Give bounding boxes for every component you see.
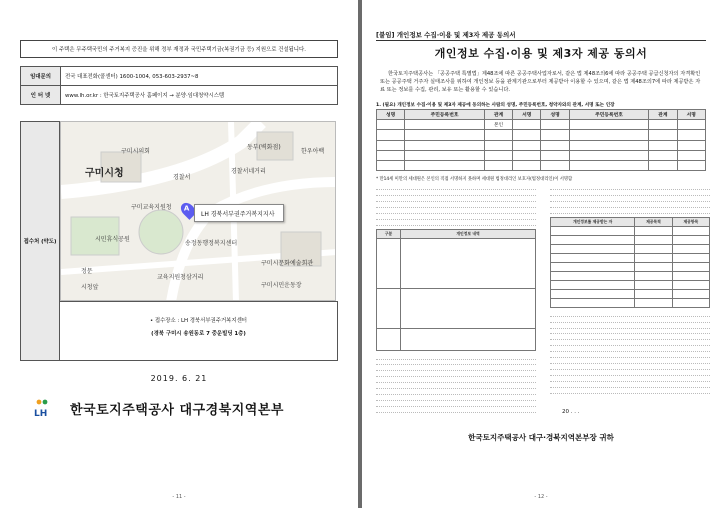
col-header: 개인정보를 제공받는 자 bbox=[551, 217, 635, 226]
map-label: 구미시민운동장 bbox=[261, 282, 302, 289]
map-label: 구미시청 bbox=[85, 168, 124, 179]
signature-cell[interactable] bbox=[677, 160, 705, 170]
minor-signature-note: * 만14세 미만의 세대원은 본인의 직접 서명하지 못하며 세대원 법정대리인 보호자(법정대리인)이 서명함 bbox=[376, 177, 573, 182]
page-12 bbox=[362, 0, 720, 508]
table-cell bbox=[635, 262, 672, 271]
table-cell bbox=[672, 280, 709, 289]
table-cell bbox=[635, 271, 672, 280]
col-header: 주민등록번호 bbox=[405, 110, 484, 120]
table-cell bbox=[672, 271, 709, 280]
map-label: 교육지원청삼거리 bbox=[157, 274, 204, 281]
fine-print-lines bbox=[376, 184, 536, 226]
signature-cell[interactable] bbox=[405, 160, 484, 170]
relation-cell: 본인 bbox=[484, 120, 512, 130]
signature-cell[interactable] bbox=[541, 120, 569, 130]
table-cell bbox=[551, 235, 635, 244]
signature-cell[interactable] bbox=[405, 140, 484, 150]
internet-value[interactable]: www.lh.or.kr : 한국토지주택공사 홈페이지 → 분양·임대청약시스템 bbox=[61, 86, 338, 105]
signature-cell[interactable] bbox=[484, 130, 512, 140]
right-column bbox=[550, 184, 710, 395]
office-location-label: LH 경북서부권주거복지지사 bbox=[194, 204, 284, 222]
table-cell bbox=[672, 244, 709, 253]
section-1-heading: 1. (필요) 개인정보 수집·이용 및 제3자 제공에 동의하는 사람의 성명, 주민등록번호, 청약자와의 관계, 서명 또는 인장 bbox=[376, 103, 615, 108]
signature-cell[interactable] bbox=[541, 150, 569, 160]
signature-cell[interactable] bbox=[513, 160, 541, 170]
fine-print-lines bbox=[550, 311, 710, 395]
funding-notice: 이 주택은 무주택국민의 주거복지 증진을 위해 정부 재정과 국민주택기금(복권기금 등) 지원으로 건설됩니다. bbox=[20, 40, 338, 58]
consent-form-title: 개인정보 수집·이용 및 제3자 제공 동의서 bbox=[434, 47, 648, 60]
addressee: 한국토지주택공사 대구·경북지역본부장 귀하 bbox=[468, 433, 614, 442]
title-divider bbox=[376, 40, 706, 41]
location-map bbox=[60, 121, 336, 301]
table-cell bbox=[672, 298, 709, 307]
table-cell bbox=[672, 289, 709, 298]
signature-cell[interactable] bbox=[405, 130, 484, 140]
table-cell bbox=[672, 262, 709, 271]
table-cell bbox=[551, 280, 635, 289]
signature-cell[interactable] bbox=[377, 150, 405, 160]
table-cell bbox=[551, 298, 635, 307]
page-11 bbox=[0, 0, 358, 508]
table-cell bbox=[401, 328, 536, 350]
signature-cell[interactable] bbox=[377, 120, 405, 130]
col-header: 구분 bbox=[377, 229, 401, 238]
signature-cell[interactable] bbox=[677, 130, 705, 140]
consent-intro: 한국토지주택공사는 「공공주택 특별법」제48조에 따른 공공주택사업자로서, 같은 법 제48조의6에 따라 공공주택 공급신청자의 자격확인 또는 공공주택 거주자 실태조사를 위하여 개인정보 등을 관계기관으로부터 제공받아 이용할 수 있으며, 같은 법 제48조의7에 따라 제공받은 자료 또는 정보를 수집, 관리, 보유 또는 활용할 수 있습니다. bbox=[380, 71, 701, 93]
table-cell bbox=[551, 244, 635, 253]
signature-cell[interactable] bbox=[513, 150, 541, 160]
reception-place: • 접수장소 : LH 경북서부권주거복지센터 bbox=[149, 318, 248, 324]
signature-cell[interactable] bbox=[677, 140, 705, 150]
attachment-tag: [붙임] 개인정보 수집·이용 및 제3자 제공 동의서 bbox=[376, 31, 516, 39]
reception-address: (경북 구미시 송원동로 7 중운빌딩 1층) bbox=[151, 331, 246, 337]
consent-date[interactable]: 20 . . . bbox=[562, 409, 580, 415]
map-label: 구미교육지원청 bbox=[131, 204, 172, 211]
left-column bbox=[376, 184, 536, 414]
col-header: 성명 bbox=[377, 110, 405, 120]
signature-cell[interactable] bbox=[569, 130, 648, 140]
signature-cell[interactable] bbox=[649, 120, 677, 130]
col-header: 제공목적 bbox=[635, 217, 672, 226]
fine-print-lines bbox=[550, 184, 710, 214]
table-cell bbox=[401, 238, 536, 288]
table-cell bbox=[672, 226, 709, 235]
contact-info-table bbox=[20, 66, 338, 105]
col-header: 서명 bbox=[677, 110, 705, 120]
third-party-table bbox=[550, 217, 710, 308]
table-cell bbox=[551, 262, 635, 271]
map-label: 경찰서네거리 bbox=[231, 168, 266, 175]
page-number: - 12 - bbox=[534, 494, 548, 500]
page-number: - 11 - bbox=[172, 494, 186, 500]
table-cell bbox=[551, 226, 635, 235]
table-cell bbox=[635, 280, 672, 289]
col-header: 제공항목 bbox=[672, 217, 709, 226]
signature-cell[interactable] bbox=[377, 140, 405, 150]
col-header: 서명 bbox=[513, 110, 541, 120]
signature-cell[interactable] bbox=[541, 160, 569, 170]
table-cell bbox=[551, 271, 635, 280]
table-cell bbox=[635, 298, 672, 307]
signature-cell[interactable] bbox=[484, 160, 512, 170]
address-box bbox=[60, 301, 338, 361]
signature-cell[interactable] bbox=[484, 140, 512, 150]
table-cell bbox=[672, 253, 709, 262]
lh-logo-icon bbox=[32, 398, 54, 420]
map-label: 한우아백 bbox=[301, 148, 325, 155]
table-cell bbox=[635, 289, 672, 298]
signature-cell[interactable] bbox=[649, 130, 677, 140]
table-cell bbox=[551, 253, 635, 262]
contact-value: 전국 대표전화(콜센터) 1600-1004, 053-603-2937~8 bbox=[61, 67, 338, 86]
col-header: 관계 bbox=[649, 110, 677, 120]
signature-cell[interactable] bbox=[569, 160, 648, 170]
table-cell bbox=[635, 235, 672, 244]
organization-name: 한국토지주택공사 대구경북지역본부 bbox=[70, 403, 284, 418]
signature-cell[interactable] bbox=[513, 120, 541, 130]
table-cell bbox=[551, 289, 635, 298]
contact-label: 임대문의 bbox=[21, 67, 61, 86]
map-label: 송정동행정복지센터 bbox=[185, 240, 238, 247]
signature-cell[interactable] bbox=[513, 140, 541, 150]
col-header: 주민등록번호 bbox=[569, 110, 648, 120]
notice-date: 2019. 6. 21 bbox=[150, 374, 208, 383]
map-label: 정문 bbox=[81, 268, 93, 275]
signature-cell[interactable] bbox=[405, 120, 484, 130]
signature-cell[interactable] bbox=[677, 150, 705, 160]
table-cell bbox=[377, 238, 401, 288]
table-cell bbox=[672, 235, 709, 244]
signature-cell[interactable] bbox=[541, 140, 569, 150]
map-label: 구미시의회 bbox=[121, 148, 150, 155]
signature-cell[interactable] bbox=[405, 150, 484, 160]
table-cell bbox=[377, 288, 401, 328]
reception-label: 접수처 (약도) bbox=[20, 121, 60, 361]
signature-cell[interactable] bbox=[484, 150, 512, 160]
map-label: 경찰서 bbox=[173, 174, 191, 181]
map-label: 동부(벽화점) bbox=[247, 144, 281, 151]
map-label: 시민휴식공원 bbox=[95, 236, 130, 243]
col-header: 관계 bbox=[484, 110, 512, 120]
signature-cell[interactable] bbox=[377, 160, 405, 170]
signature-cell[interactable] bbox=[569, 150, 648, 160]
signature-cell[interactable] bbox=[649, 160, 677, 170]
table-cell bbox=[635, 226, 672, 235]
table-cell bbox=[635, 244, 672, 253]
signature-cell[interactable] bbox=[377, 130, 405, 140]
location-pin-icon: A bbox=[178, 200, 198, 220]
signature-cell[interactable] bbox=[569, 140, 648, 150]
signature-cell[interactable] bbox=[649, 140, 677, 150]
signature-cell[interactable] bbox=[541, 130, 569, 140]
map-label: 시청앞 bbox=[81, 284, 99, 291]
map-label: 구미시문화예술회관 bbox=[261, 260, 314, 267]
signature-cell[interactable] bbox=[677, 120, 705, 130]
signature-table bbox=[376, 109, 706, 171]
col-header: 개인정보 내역 bbox=[401, 229, 536, 238]
signature-cell[interactable] bbox=[649, 150, 677, 160]
fine-print-lines bbox=[376, 354, 536, 414]
table-cell bbox=[635, 253, 672, 262]
col-header: 성명 bbox=[541, 110, 569, 120]
internet-label: 인 터 넷 bbox=[21, 86, 61, 105]
collected-items-table bbox=[376, 229, 536, 351]
table-cell bbox=[401, 288, 536, 328]
table-cell bbox=[377, 328, 401, 350]
svg-text:LH: LH bbox=[34, 409, 48, 419]
signature-cell[interactable] bbox=[513, 130, 541, 140]
signature-cell[interactable] bbox=[569, 120, 648, 130]
